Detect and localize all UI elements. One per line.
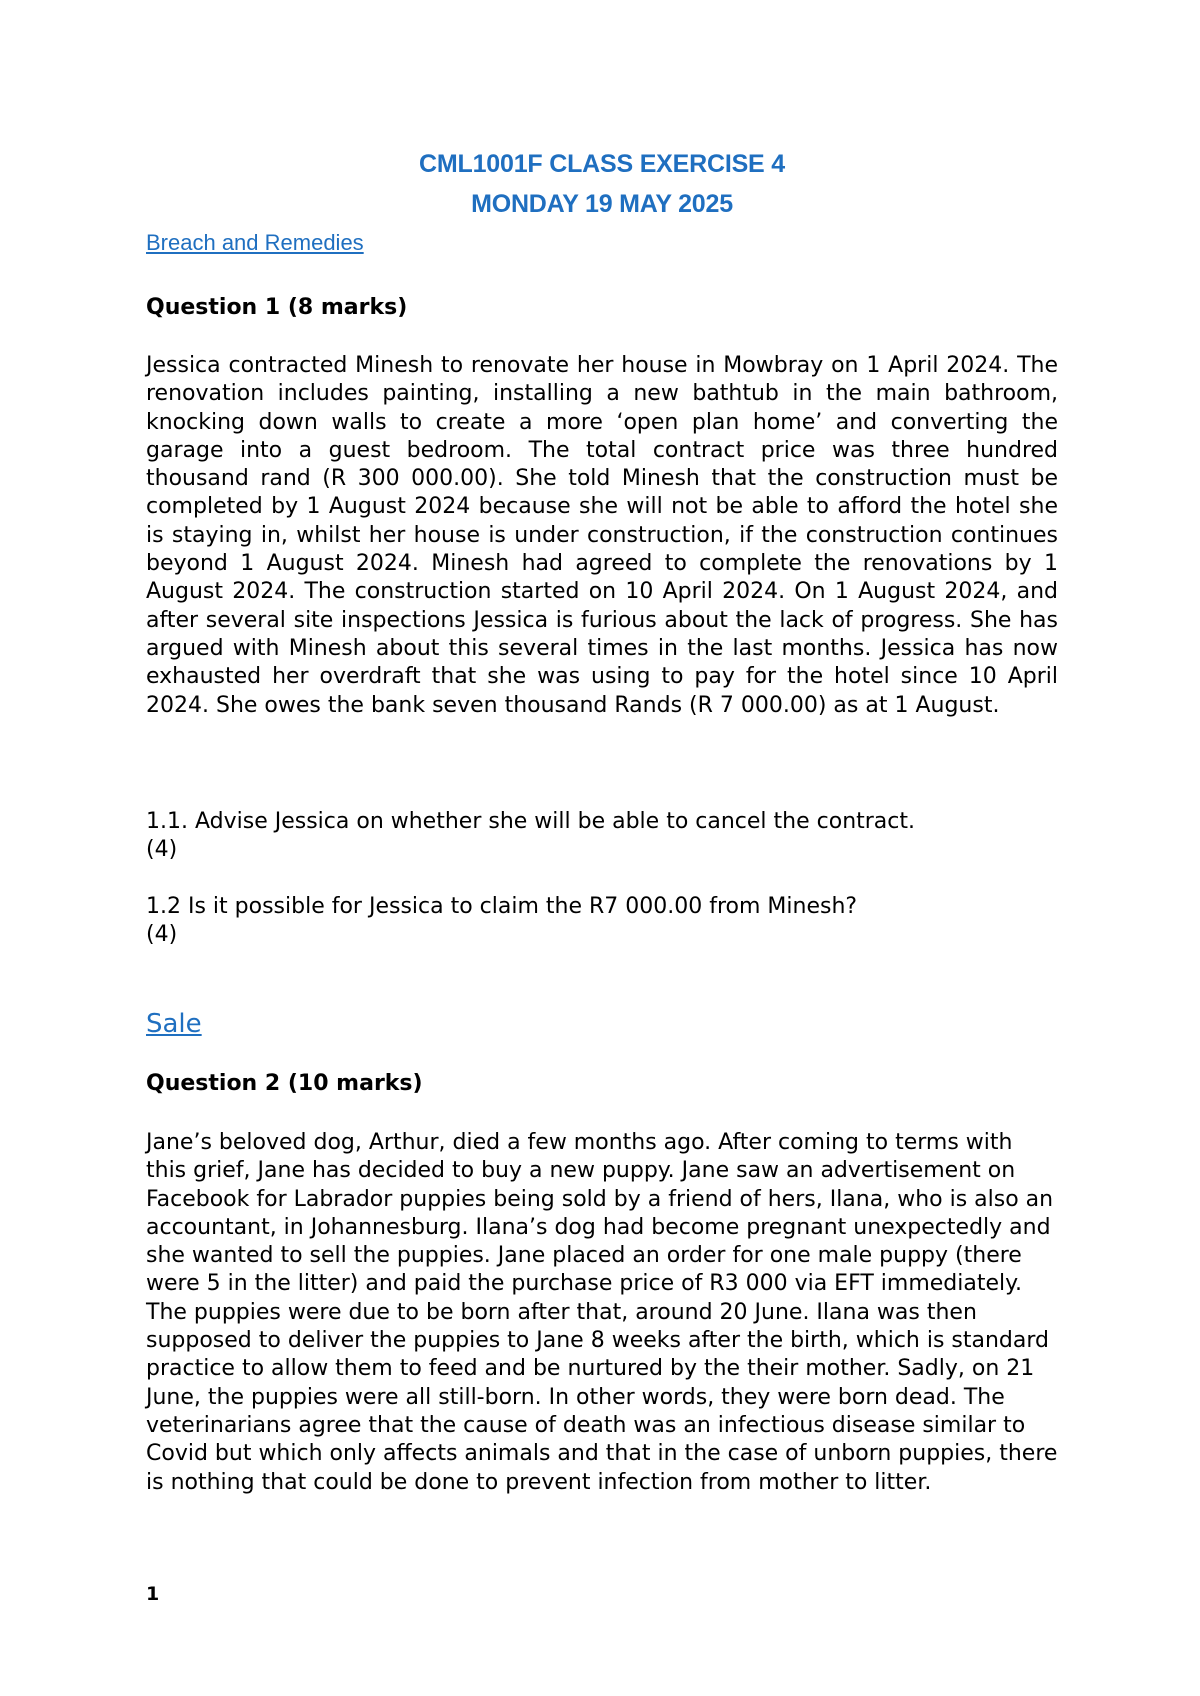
- question-1-paragraph: Jessica contracted Minesh to renovate her house in Mowbray on 1 April 2024. The renovation includes painting, installing a new bathtub in the main bathroom, knocking down walls to create a more ‘open plan home’ and converting the garage into a guest bedroom. The total contract price was three hundred thousand rand (R 300 000.00). She told Minesh that the construction must be completed by 1 August 2024 because she will not be able to afford the hotel she is staying in, whilst her house is under construction, if the construction continues beyond 1 August 2024. Minesh had agreed to complete the renovations by 1 August 2024. The construction started on 10 April 2024. On 1 August 2024, and after several site inspections Jessica is furious about the lack of progress. She has argued with Minesh about this several times in the last months. Jessica has now exhausted her overdraft that she was using to pay for the hotel since 10 April 2024. She owes the bank seven thousand Rands (R 7 000.00) as at 1 August.: [146, 353, 1058, 718]
- exercise-date: MONDAY 19 MAY 2025: [471, 190, 733, 218]
- subquestion-1-1-marks: (4): [146, 837, 178, 863]
- question-2-heading: Question 2 (10 marks): [146, 1071, 423, 1096]
- subquestion-1-1-text: 1.1. Advise Jessica on whether she will be able to cancel the contract.: [146, 809, 916, 834]
- section-heading-sale[interactable]: Sale: [146, 1009, 202, 1039]
- question-1-heading: Question 1 (8 marks): [146, 295, 408, 320]
- subquestion-1-1: [146, 808, 1058, 865]
- page-number: 1: [146, 1583, 160, 1605]
- subquestion-1-2-marks: (4): [146, 922, 178, 948]
- question-2-paragraph: Jane’s beloved dog, Arthur, died a few months ago. After coming to terms with this grief, Jane has decided to buy a new puppy. Jane saw an advertisement on Facebook for Labrador puppies being sold by a friend of hers, Ilana, who is also an accountant, in Johannesburg. Ilana’s dog had become pregnant unexpectedly and she wanted to sell the puppies. Jane placed an order for one male puppy (there were 5 in the litter) and paid the purchase price of R3 000 via EFT immediately. The puppies were due to be born after that, around 20 June. Ilana was then supposed to deliver the puppies to Jane 8 weeks after the birth, which is standard practice to allow them to feed and be nurtured by the their mother. Sadly, on 21 June, the puppies were all still-born. In other words, they were born dead. The veterinarians agree that the cause of death was an infectious disease similar to Covid but which only affects animals and that in the case of unborn puppies, there is nothing that could be done to prevent infection from mother to litter.: [146, 1130, 1058, 1495]
- subquestion-1-2: [146, 893, 1058, 950]
- subquestion-1-2-text: 1.2 Is it possible for Jessica to claim the R7 000.00 from Minesh?: [146, 894, 858, 919]
- section-heading-breach-and-remedies[interactable]: Breach and Remedies: [146, 230, 364, 255]
- course-title: CML1001F CLASS EXERCISE 4: [419, 150, 785, 178]
